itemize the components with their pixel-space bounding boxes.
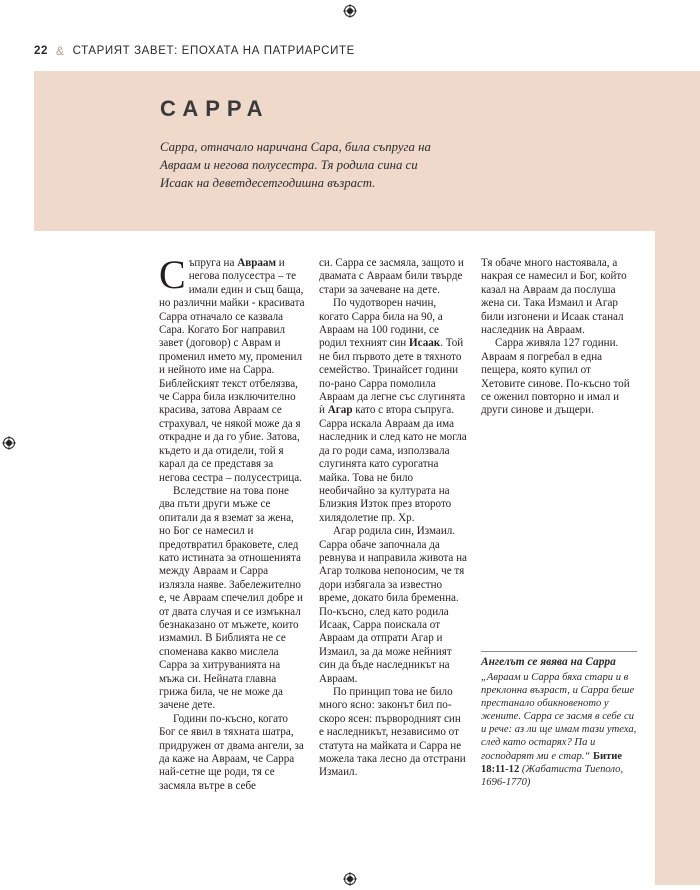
paragraph: Вследствие на това поне два пъти други мъже се опитали да я вземат за жена, но Бог се намесил и предотвратил браковете, след като истината за отношенията между Авраам и Сарра излязла наяве. Забележително е, че Авраам спечелил добре и от двата случая и се измъкнал безнаказано от мъжете, които измамил. В Библията не се споменава какво мислела Сарра за хитруванията на мъжа си. Нейната главна грижа била, че не може да зачене дете. xyxy=(159,484,303,712)
registration-mark-icon xyxy=(2,436,16,450)
running-header xyxy=(34,44,355,58)
side-band xyxy=(655,231,700,885)
sidebar-caption xyxy=(481,651,637,789)
article-intro: Сарра, отначало наричана Сара, била съпруга на Авраам и негова полусестра. Тя родила сина си Исаак на деветдесетгодишна възраст. xyxy=(160,140,431,190)
paragraph: Агар родила син, Измаил. Сарра обаче започнала да ревнува и направила живота на Агар толкова непоносим, че тя дори избягала за известно време, докато била бременна. По-късно, след като родила Исаак, Сарра поискала от Авраам да отпрати Агар и Измаил, за да може нейният син да бъде наследникът на Авраам. xyxy=(319,525,467,685)
paragraph: Съпруга на Авраам и негова полусестра – те имали един и същ баща, но различни майки - красивата Сарра отначало се казвала Сара. Когато Бог направил завет (договор) с Аврам и променил името му, променил и нейното име на Сарра. Библейският текст отбелязва, че Сарра била изключително красива, затова Авраам се страхувал, че някой може да я открадне и да го убие. Затова, където и да отидели, той я карал да се представя за негова сестра – полусестрица. xyxy=(159,252,305,484)
registration-mark-icon xyxy=(343,872,357,886)
sidebar-title: Ангелът се явява на Сарра xyxy=(481,656,616,668)
text-column-2 xyxy=(319,257,467,780)
article-title: САРРА xyxy=(160,96,270,121)
paragraph: Години по-късно, когато Бог се явил в тяхната шатра, придружен от двама ангели, за да каже на Авраам, че Сарра най-сетне ще роди, тя се засмяла вътре в себе xyxy=(159,712,304,792)
drop-cap: С xyxy=(159,252,186,297)
text-column-3 xyxy=(481,257,633,418)
sidebar-quote: „Авраам и Сарра бяха стари и в преклонна възраст, и Сарра беше престанало обикновеното у жените. Сарра се засмя в себе си и рече: аз ли ще имам тази утеха, след като остарях? Па и господарят ми е стар.“ Битие 18:11-12 (Жабатиста Тиеполо, 1696-1770) xyxy=(481,672,637,788)
registration-mark-icon xyxy=(343,4,357,18)
paragraph: Тя обаче много настоявала, а накрая се намесил и Бог, който казал на Авраам да послуша жена си. Така Измаил и Агар били изгонени и Исаак станал наследник на Авраам. xyxy=(481,257,627,337)
paragraph: Сарра живяла 127 години. Авраам я погребал в една пещера, която купил от Хетовите синове. По-късно той се оженил повторно и имал и други синове и дъщери. xyxy=(481,337,630,417)
ornament-icon: & xyxy=(56,44,65,58)
name-hagar: Агар xyxy=(327,404,353,417)
scripture-reference: Битие 18:11-12 xyxy=(481,750,623,775)
name-abraham: Авраам xyxy=(237,257,277,269)
paragraph: По принцип това не било много ясно: законът бил по-скоро ясен: първородният син е наследникът, независимо от статута на майката и Сарра не можела така лесно да отстрани Измаил. xyxy=(319,686,466,779)
paragraph: По чудотворен начин, когато Сарра била на 90, а Авраам на 100 години, се родил техният син Исаак. Той не бил първото дете в тяхното семейство. Тринайсет години по-рано Сарра помолила Авраам да легне със слугинята ѝ Агар като с втора съпруга. Сарра искала Авраам да има наследник и след като не могла да го роди сама, използвала слугинята като сурогатна майка. Това не било необичайно за културата на Близкия Изток през второто хилядолетие пр. Хр. xyxy=(319,297,467,524)
running-title: СТАРИЯТ ЗАВЕТ: ЕПОХАТА НА ПАТРИАРСИТЕ xyxy=(72,45,355,57)
text-column-1 xyxy=(159,252,305,793)
divider xyxy=(481,651,637,652)
artist-credit: (Жабатиста Тиеполо, 1696-1770) xyxy=(481,763,624,788)
name-isaac: Исаак xyxy=(409,337,441,350)
page-number: 22 xyxy=(34,45,48,57)
paragraph: си. Сарра се засмяла, защото и двамата с Авраам били твърде стари за зачеване на дете. xyxy=(319,257,464,296)
